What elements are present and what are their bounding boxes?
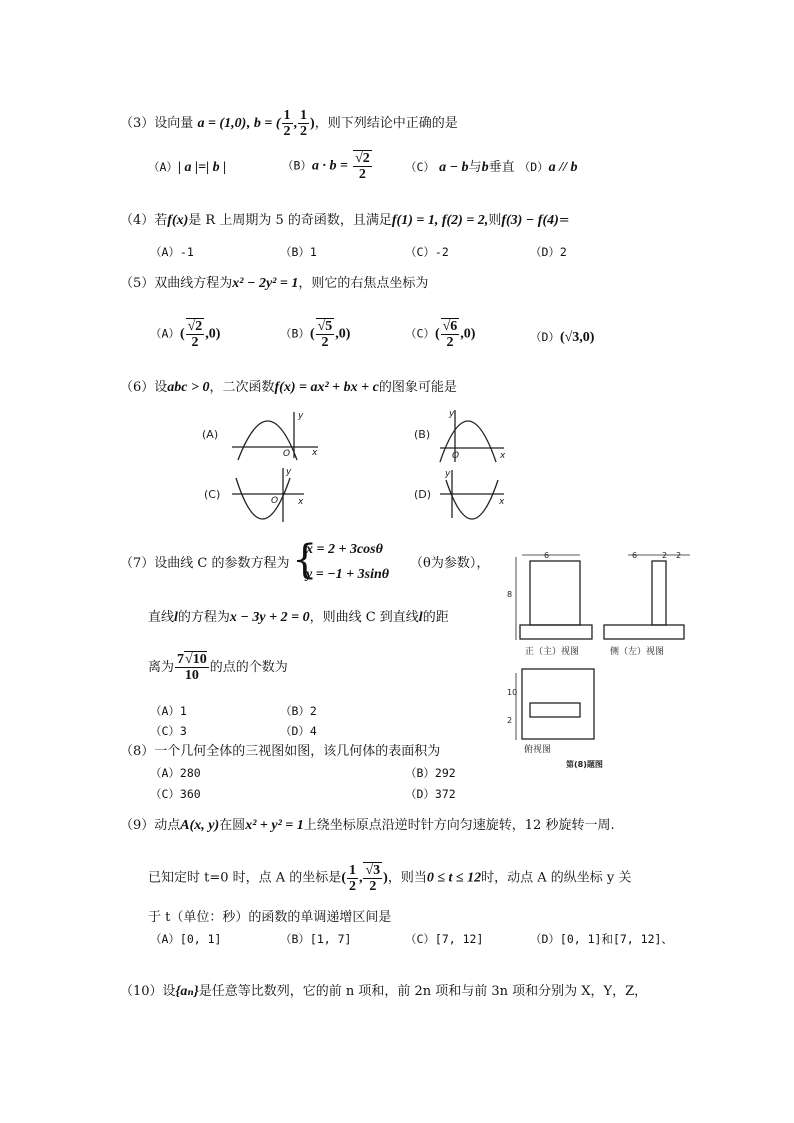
q6-graph-d [414,469,505,519]
q4-stem: （4）若f(x)是 R 上周期为 5 的奇函数，且满足f(1) = 1, f(2) = 2,则f(3) − f(4)= [120,213,570,228]
q7-distance: 离为 $\frac{7√10}{10}$ 的点的个数为 [148,652,288,683]
svg-text:O: O [452,451,460,461]
q6-stem: （6）设abc > 0，二次函数f(x) = ax² + bx + c的图象可能是 [120,380,457,395]
q9-question: 于 t（单位：秒）的函数的单调递增区间是 [148,910,392,925]
q9-condition: 已知定时 t=0 时，点 A 的坐标是( $\frac{1}{2}$ , $\frac{√3}{2}$ )，则当0 ≤ t ≤ 12时，动点 A 的纵坐标 y 关 [148,862,632,894]
q7-option-a: （A）1 [150,704,187,718]
svg-text:y: y [449,409,455,419]
svg-text:2: 2 [676,551,682,560]
q8-option-c: （C）360 [150,787,201,801]
front-view-label: 正（主）视图 [525,647,580,657]
q5-option-a: （A）( $\frac{√2}{2}$ ,0) [150,319,221,350]
q9-option-b: （B）[1, 7] [280,932,352,946]
figure-caption: 第(8)题图 [566,760,603,769]
q6-label-a: (A) [202,428,219,441]
q3-option-c: （C） a − b与b垂直 （D）a // b [405,160,578,175]
svg-text:2: 2 [662,551,668,560]
q4-option-c: （C）-2 [405,245,449,259]
front-view [507,551,592,657]
svg-text:8: 8 [507,590,513,599]
q3-stem: （3）设向量 a = (1,0), b = ( $\frac{1}{2}$ , $\frac{1}{2}$ )，则下列结论中正确的是 [120,108,458,139]
top-view-label: 俯视图 [524,745,552,755]
side-view [604,551,690,657]
svg-text:x: x [298,497,304,507]
q4-option-a: （A）-1 [150,245,194,259]
q8-option-a: （A）280 [150,766,201,780]
q3-options: （A）| a |=| b | [148,160,227,175]
q5-stem: （5）双曲线方程为x² − 2y² = 1，则它的右焦点坐标为 [120,276,429,291]
q7-param: （θ为参数）， [410,556,490,571]
q6-label-b: (B) [414,428,431,441]
q6-graphs [0,400,794,540]
q10-stem: （10）设{aₙ}是任意等比数列，它的前 n 项和，前 2n 项和与前 3n 项和分别为 X，Y，Z， [120,984,648,999]
q4-option-d: （D）2 [530,245,567,259]
svg-text:y: y [286,467,292,477]
q7-line: 直线l的方程为x − 3y + 2 = 0，则曲线 C 到直线l的距 [148,610,449,625]
side-view-label: 侧（左）视图 [610,647,665,657]
svg-text:x: x [312,448,318,458]
q7-option-d: （D）4 [280,724,317,738]
svg-text:2: 2 [507,716,513,725]
q7-option-b: （B）2 [280,704,317,718]
svg-text:x: x [499,497,505,507]
svg-text:6: 6 [632,551,638,560]
q6-label-d: (D) [414,488,432,501]
q9-option-c: （C）[7, 12] [405,932,484,946]
q7-stem: （7）设曲线 C 的参数方程为 [120,556,290,571]
svg-text:O: O [271,496,279,506]
q7-eq1: x = 2 + 3cosθ [306,542,383,557]
q8-three-view-figure [500,545,700,785]
q8-stem: （8）一个几何全体的三视图如图，该几何体的表面积为 [120,744,441,759]
svg-text:6: 6 [544,551,550,560]
q8-option-d: （D）372 [405,787,456,801]
q3-option-b: （B）a · b = $\frac{√2}{2}$ [282,151,370,182]
q5-option-d: （D）(√3,0) [530,330,595,345]
svg-text:10: 10 [507,688,518,697]
svg-text:O: O [283,449,291,459]
q6-label-c: (C) [204,488,221,501]
svg-text:x: x [500,451,506,461]
top-view [507,669,603,769]
q7-brace: { [292,537,318,583]
q7-eq2: y = −1 + 3sinθ [306,567,390,582]
q6-graph-b [414,409,506,462]
q6-graph-c [204,467,304,522]
svg-text:y: y [298,411,304,421]
q5-option-c: （C）( $\frac{√6}{2}$ ,0) [405,319,476,350]
svg-text:y: y [445,469,451,479]
q4-option-b: （B）1 [280,245,317,259]
q6-graph-a [202,411,318,460]
q5-option-b: （B）( $\frac{√5}{2}$ ,0) [280,319,351,350]
q9-option-d: （D）[0, 1]和[7, 12]、 [530,932,673,946]
q9-stem: （9）动点A(x, y)在圆x² + y² = 1上绕坐标原点沿逆时针方向匀速旋转，12 秒旋转一周. [120,818,615,833]
q8-option-b: （B）292 [405,766,456,780]
q9-option-a: （A）[0, 1] [150,932,222,946]
q7-option-c: （C）3 [150,724,187,738]
